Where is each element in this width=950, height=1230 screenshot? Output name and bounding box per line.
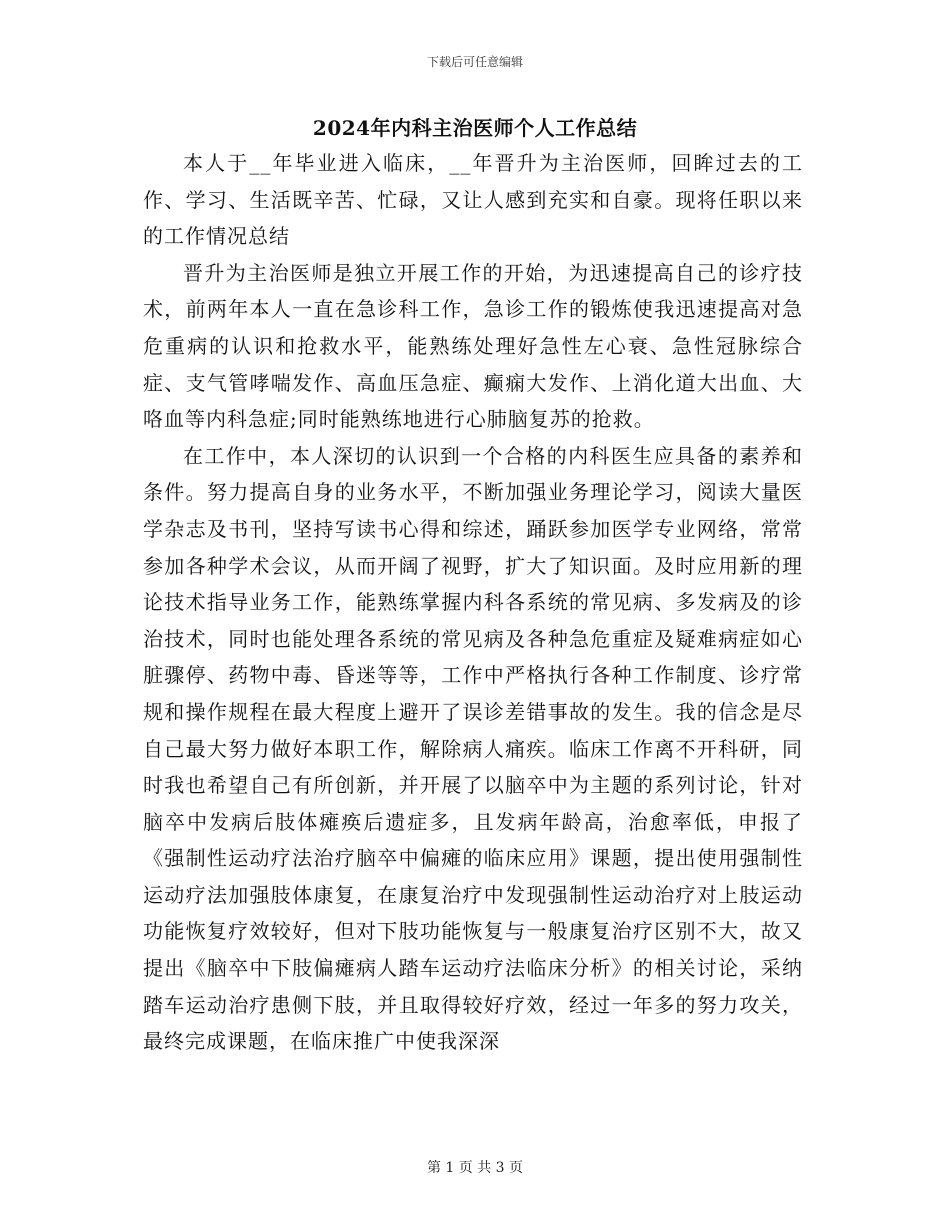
page-header-note: 下载后可任意编辑	[426, 55, 523, 69]
paragraph-2: 晋升为主治医师是独立开展工作的开始，为迅速提高自己的诊疗技术，前两年本人一直在急诊科工作，急诊工作的锻炼使我迅速提高对急危重病的认识和抢救水平，能熟练处理好急性左心衰、急性冠脉综合症、支气管哮喘发作、高血压急症、癫痫大发作、上消化道大出血、大咯血等内科急症;同时能熟练地进行心肺脑复苏的抢救。	[143, 260, 803, 432]
document-body	[143, 145, 803, 1060]
page-number: 第 1 页 共 3 页	[426, 1160, 524, 1176]
page-title: 2024年内科主治医师个人工作总结	[312, 116, 638, 140]
paragraph-3: 在工作中，本人深切的认识到一个合格的内科医生应具备的素养和条件。努力提高自身的业务水平，不断加强业务理论学习，阅读大量医学杂志及书刊，坚持写读书心得和综述，踊跃参加医学专业网络，常常参加各种学术会议，从而开阔了视野，扩大了知识面。及时应用新的理论技术指导业务工作，能熟练掌握内科各系统的常见病、多发病及的诊治技术，同时也能处理各系统的常见病及各种急危重症及疑难病症如心脏骤停、药物中毒、昏迷等等，工作中严格执行各种工作制度、诊疗常规和操作规程在最大程度上避开了误诊差错事故的发生。我的信念是尽自己最大努力做好本职工作，解除病人痛疾。临床工作离不开科研，同时我也希望自己有所创新，并开展了以脑卒中为主题的系列讨论，针对脑卒中发病后肢体瘫痪后遗症多，且发病年龄高，治愈率低，申报了《强制性运动疗法治疗脑卒中偏瘫的临床应用》课题，提出使用强制性运动疗法加强肢体康复，在康复治疗中发现强制性运动治疗对上肢运动功能恢复疗效较好，但对下肢功能恢复与一般康复治疗区别不大，故又提出《脑卒中下肢偏瘫病人踏车运动疗法临床分析》的相关讨论，采纳踏车运动治疗患侧下肢，并且取得较好疗效，经过一年多的努力攻关，最终完成课题，在临床推广中使我深深	[143, 443, 803, 1054]
paragraph-1: 本人于__年毕业进入临床，__年晋升为主治医师，回眸过去的工作、学习、生活既辛苦、忙碌，又让人感到充实和自豪。现将任职以来的工作情况总结	[143, 151, 803, 249]
